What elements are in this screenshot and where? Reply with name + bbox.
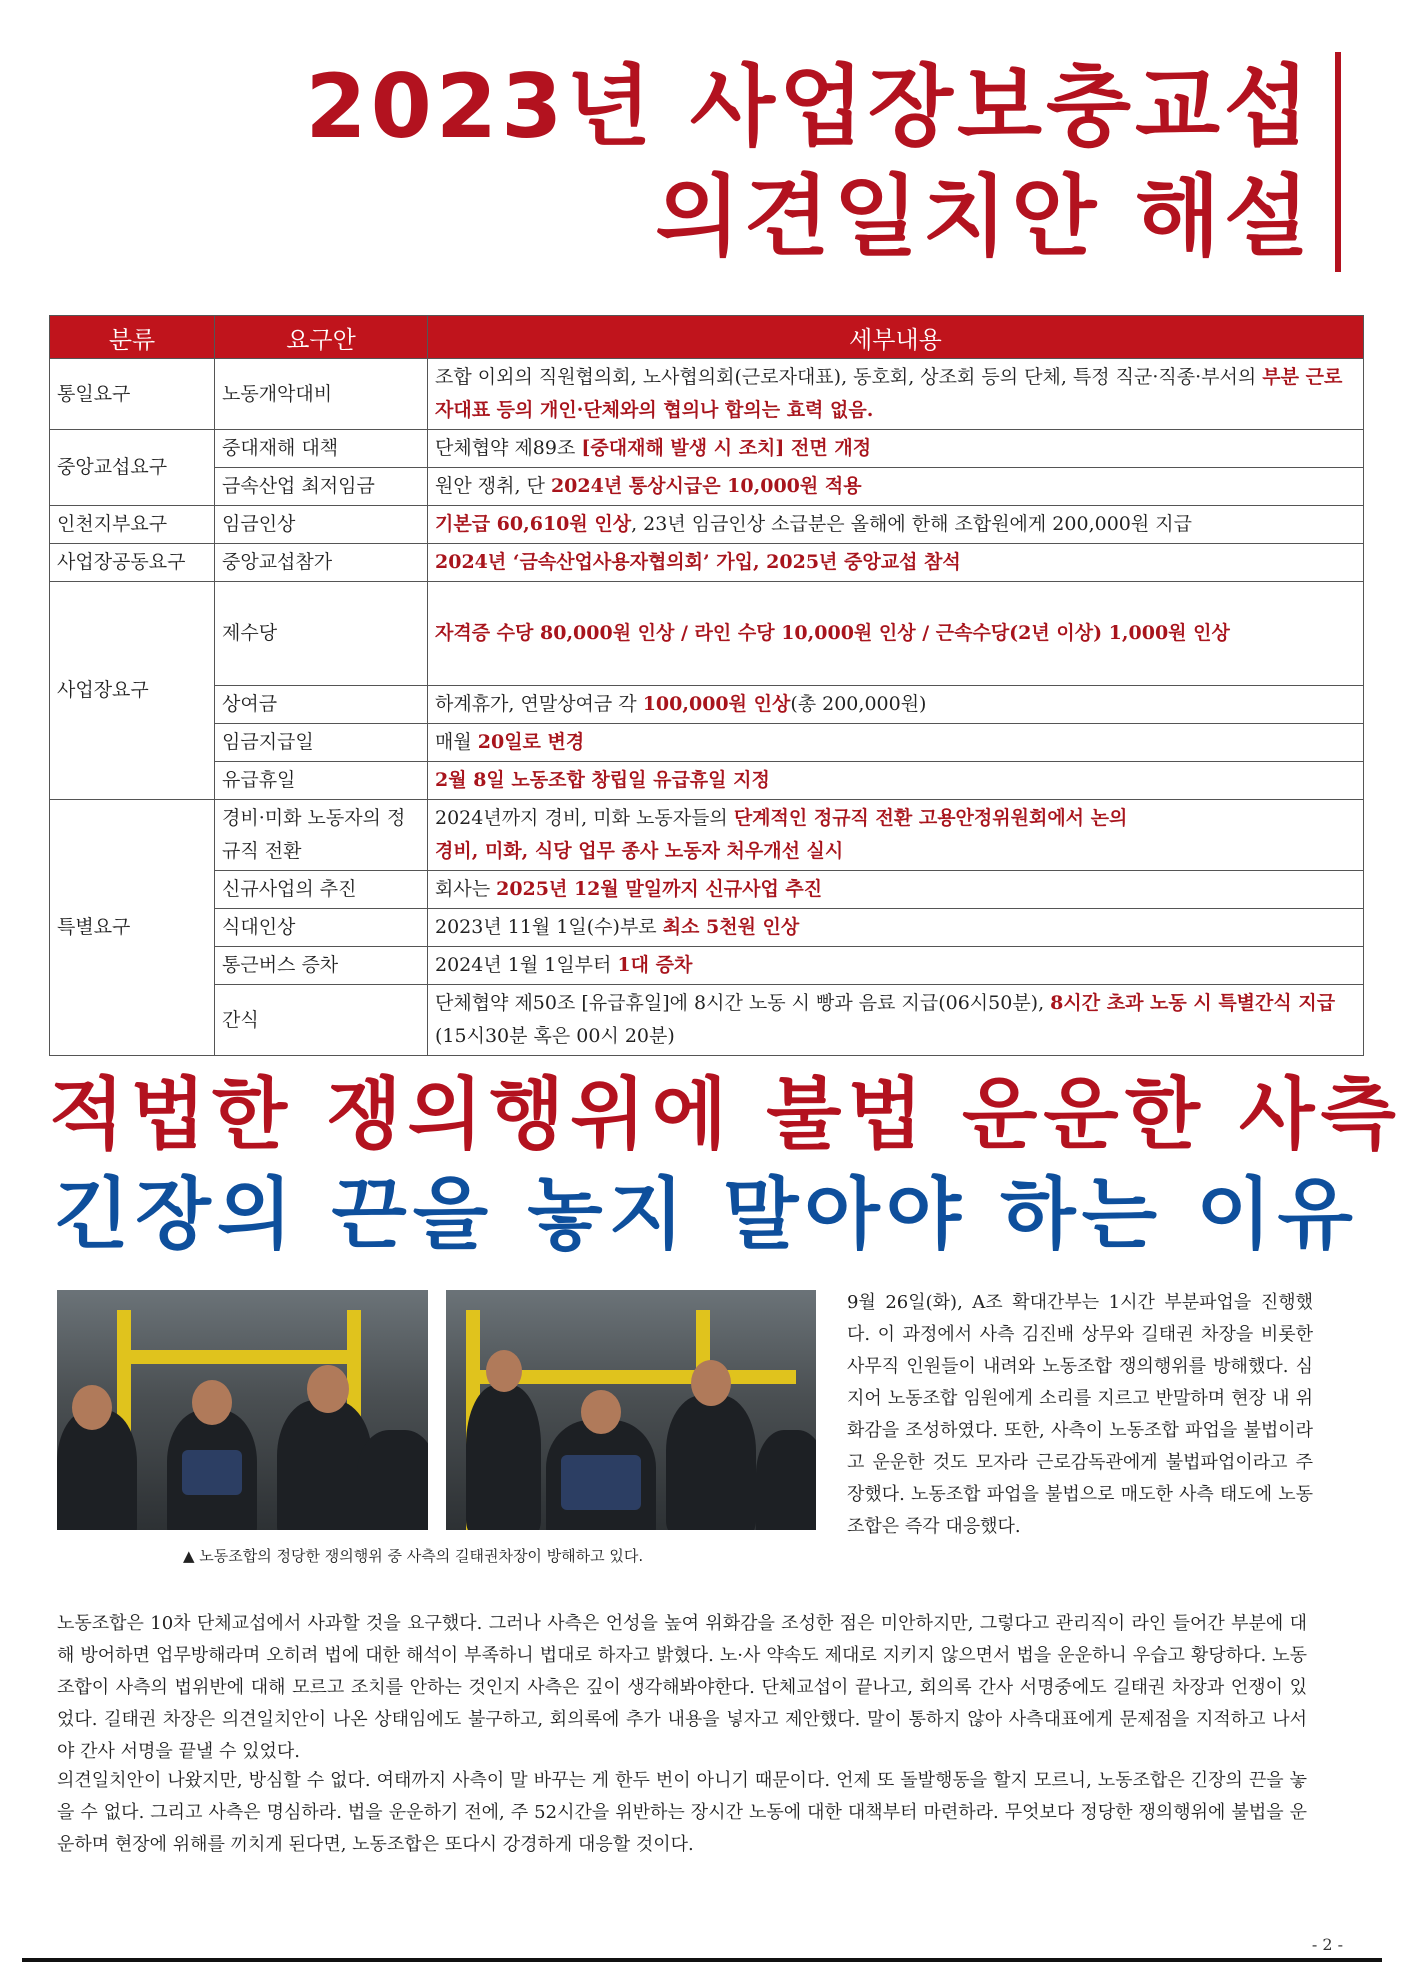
title-line-1: 2023년 사업장보충교섭: [305, 55, 1313, 158]
table-row: [50, 724, 1364, 762]
demand-cell: 통근버스 증차: [215, 947, 428, 985]
headline-line-1: 적법한 쟁의행위에 불법 운운한 사측: [49, 1070, 1402, 1160]
demands-table: [49, 315, 1364, 1056]
category-cell: 중앙교섭요구: [50, 430, 215, 506]
strike-photo-2: [446, 1290, 816, 1530]
table-row: [50, 359, 1364, 430]
detail-text: (총 200,000원): [790, 693, 927, 715]
detail-cell: [428, 724, 1364, 762]
detail-highlight: 8시간 초과 노동 시 특별간식 지급: [1050, 992, 1336, 1014]
demand-cell: 금속산업 최저임금: [215, 468, 428, 506]
detail-text: 조합 이외의 직원협의회, 노사협의회(근로자대표), 동호회, 상조회 등의 단체, 특정 직군·직종·부서의: [435, 366, 1263, 388]
table-row: [50, 947, 1364, 985]
detail-text: , 23년 임금인상 소급분은 올해에 한해 조합원에게 200,000원 지급: [631, 513, 1192, 535]
detail-text: 단체협약 제50조 [유급휴일]에 8시간 노동 시 빵과 음료 지급(06시50분),: [435, 992, 1051, 1014]
detail-highlight: 100,000원 인상: [642, 693, 791, 715]
header-details: 세부내용: [428, 316, 1364, 359]
table-row: [50, 686, 1364, 724]
detail-highlight: [중대재해 발생 시 조치] 전면 개정: [581, 437, 872, 459]
detail-highlight: 2024년 통상시급은 10,000원 적용: [550, 475, 862, 497]
article-intro: 9월 26일(화), A조 확대간부는 1시간 부분파업을 진행했다. 이 과정에서 사측 김진배 상무와 길태권 차장을 비롯한 사무직 인원들이 내려와 노동조합 쟁의행위를 방해했다. 심지어 노동조합 임원에게 소리를 지르고 반말하며 현장 내 위화감을 조성하였다. 또한, 사측이 노동조합 파업을 불법이라고 운운한 것도 모자라 근로감독관에게 불법파업이라고 주장했다. 노동조합 파업을 불법으로 매도한 사측 태도에 노동조합은 즉각 대응했다.: [847, 1292, 1313, 1537]
table-row: [50, 909, 1364, 947]
demand-cell: 간식: [215, 985, 428, 1056]
article-paragraph-1: 노동조합은 10차 단체교섭에서 사과할 것을 요구했다. 그러나 사측은 언성을 높여 위화감을 조성한 점은 미안하지만, 그렇다고 관리직이 라인 들어간 부분에 대해 방어하면 업무방해라며 오히려 법에 대한 해석이 부족하니 법대로 하자고 밝혔다. 노·사 약속도 제대로 지키지 않으면서 법을 운운하니 우습고 황당하다. 노동조합이 사측의 법위반에 대해 모르고 조치를 안하는 것인지 사측은 깊이 생각해봐야한다. 단체교섭이 끝나고, 회의록 간사 서명중에도 길태권 차장과 언쟁이 있었다. 길태권 차장은 의견일치안이 나온 상태임에도 불구하고, 회의록에 추가 내용을 넣자고 제안했다. 말이 통하지 않아 사측대표에게 문제점을 지적하고 나서야 간사 서명을 끝낼 수 있었다.: [57, 1613, 1307, 1762]
article-paragraph-2: 의견일치안이 나왔지만, 방심할 수 없다. 여태까지 사측이 말 바꾸는 게 한두 번이 아니기 때문이다. 언제 또 돌발행동을 할지 모르니, 노동조합은 긴장의 끈을 놓을 수 없다. 그리고 사측은 명심하라. 법을 운운하기 전에, 주 52시간을 위반하는 장시간 노동에 대한 대책부터 마련하라. 무엇보다 정당한 쟁의행위에 불법을 운운하며 현장에 위해를 끼치게 된다면, 노동조합은 또다시 강경하게 대응할 것이다.: [57, 1770, 1307, 1855]
footer-divider: [22, 1958, 1382, 1962]
detail-cell: [428, 506, 1364, 544]
detail-cell: [428, 947, 1364, 985]
detail-text: 단체협약 제89조: [435, 437, 582, 459]
table-row: [50, 985, 1364, 1056]
headline-line-2: 긴장의 끈을 놓지 말아야 하는 이유: [54, 1170, 1359, 1260]
detail-cell: [428, 359, 1364, 430]
table-row: [50, 762, 1364, 800]
detail-text: 2023년 11월 1일(수)부로: [435, 916, 663, 938]
demand-cell: 유급휴일: [215, 762, 428, 800]
table-row: [50, 544, 1364, 582]
detail-highlight: 단계적인 정규직 전환 고용안정위원회에서 논의: [733, 807, 1128, 829]
detail-highlight: 부분 근로자대표 등의 개인·단체와의 협의나 합의는 효력 없음.: [435, 366, 1343, 421]
page-title: [305, 52, 1341, 272]
detail-text: (15시30분 혹은 00시 20분): [435, 1025, 675, 1047]
category-cell: 통일요구: [50, 359, 215, 430]
detail-highlight: 2월 8일 노동조합 창립일 유급휴일 지정: [435, 769, 770, 791]
header-category: 분류: [50, 316, 215, 359]
demand-cell: 식대인상: [215, 909, 428, 947]
demand-cell: 중앙교섭참가: [215, 544, 428, 582]
demand-cell: 경비·미화 노동자의 정규직 전환: [215, 800, 428, 871]
demand-cell: 신규사업의 추진: [215, 871, 428, 909]
detail-highlight: 최소 5천원 인상: [662, 916, 800, 938]
demand-cell: 임금인상: [215, 506, 428, 544]
detail-highlight: 기본급 60,610원 인상: [435, 513, 632, 535]
category-cell: 사업장요구: [50, 582, 215, 800]
detail-text: 2024년 1월 1일부터: [435, 954, 618, 976]
detail-text: 원안 쟁취, 단: [435, 475, 551, 497]
table-row: [50, 871, 1364, 909]
category-cell: 사업장공동요구: [50, 544, 215, 582]
detail-highlight: 자격증 수당 80,000원 인상 / 라인 수당 10,000원 인상 / 근속수당(2년 이상) 1,000원 인상: [435, 622, 1230, 644]
demand-cell: 상여금: [215, 686, 428, 724]
detail-cell: [428, 985, 1364, 1056]
detail-text: 2024년까지 경비, 미화 노동자들의: [435, 807, 734, 829]
demand-cell: 중대재해 대책: [215, 430, 428, 468]
title-line-2: 의견일치안 해설: [655, 165, 1313, 268]
strike-photo-1: [57, 1290, 428, 1530]
demand-cell: 노동개악대비: [215, 359, 428, 430]
detail-highlight: 경비, 미화, 식당 업무 종사 노동자 처우개선 실시: [435, 840, 844, 862]
detail-cell: [428, 686, 1364, 724]
page-number: - 2 -: [1311, 1935, 1343, 1954]
table-row: [50, 468, 1364, 506]
detail-cell: [428, 430, 1364, 468]
detail-cell: [428, 909, 1364, 947]
detail-cell: [428, 544, 1364, 582]
table-row: [50, 430, 1364, 468]
detail-text: 하계휴가, 연말상여금 각: [435, 693, 643, 715]
detail-highlight: 20일로 변경: [477, 731, 585, 753]
detail-highlight: 2025년 12월 말일까지 신규사업 추진: [496, 878, 823, 900]
detail-highlight: 1대 증차: [617, 954, 693, 976]
table-row: [50, 506, 1364, 544]
category-cell: 특별요구: [50, 800, 215, 1056]
table-row: [50, 582, 1364, 686]
detail-cell: [428, 762, 1364, 800]
table-row: [50, 800, 1364, 871]
table-header-row: [50, 316, 1364, 359]
demand-cell: 임금지급일: [215, 724, 428, 762]
detail-cell: [428, 871, 1364, 909]
detail-cell: [428, 582, 1364, 686]
detail-highlight: 2024년 ‘금속산업사용자협의회’ 가입, 2025년 중앙교섭 참석: [435, 551, 961, 573]
category-cell: 인천지부요구: [50, 506, 215, 544]
header-demand: 요구안: [215, 316, 428, 359]
detail-text: 회사는: [435, 878, 497, 900]
detail-cell: [428, 800, 1364, 871]
demand-cell: 제수당: [215, 582, 428, 686]
photo-caption: ▲ 노동조합의 정당한 쟁의행위 중 사측의 길태권차장이 방해하고 있다.: [183, 1547, 644, 1565]
detail-text: 매월: [435, 731, 478, 753]
detail-cell: [428, 468, 1364, 506]
